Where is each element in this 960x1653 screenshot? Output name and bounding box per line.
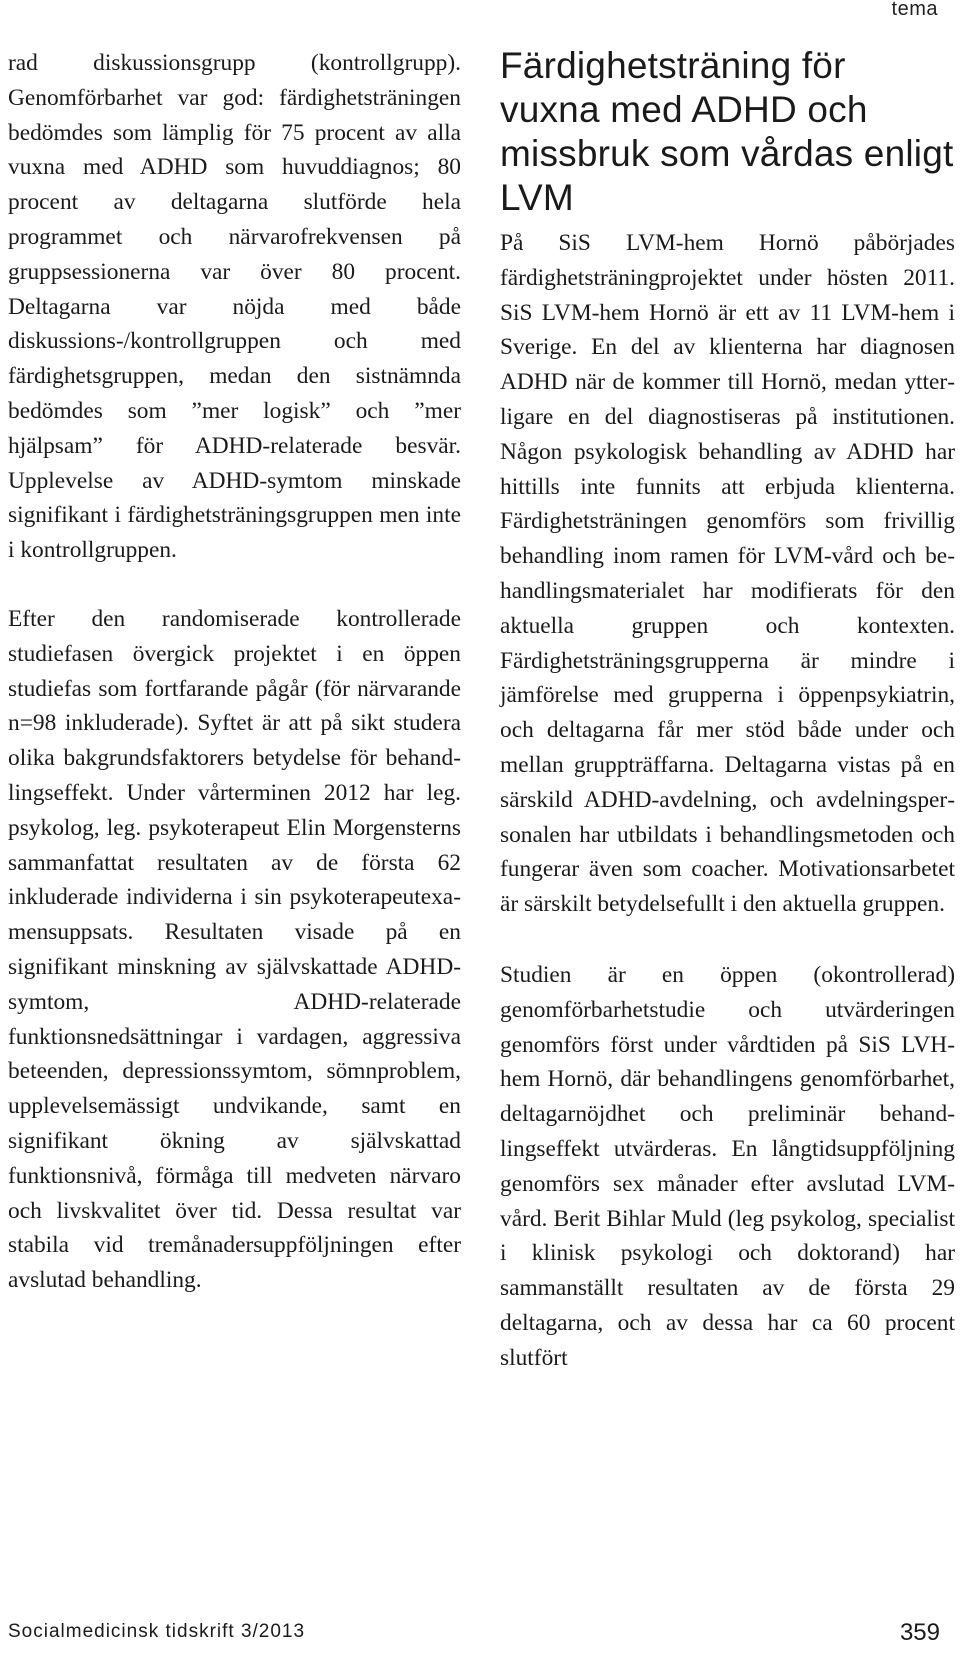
left-column	[8, 46, 461, 1298]
right-paragraph-1: På SiS LVM-hem Hornö påbörjades färdighetsträningprojektet under hösten 2011. SiS LVM-hem Hornö är ett av 11 LVM-hem i Sverige. En del av klienterna har diagnosen ADHD när de kommer till Hornö, medan ytterligare en del diagnostiseras på institutionen. Någon psykologisk behandling av ADHD har hittills inte funnits att erbjuda klienterna. Färdighetsträningen genomförs som frivillig behandling inom ramen för LVM-vård och behandlingsmaterialet har modifierats för den aktuella gruppen och kontexten. Färdighetsträningsgrupperna är mindre i jämförelse med grupperna i öppenpsykiatrin, och deltagarna får mer stöd både under och mellan gruppträffarna. Deltagarna vistas på en särskild ADHD-avdelning, och avdelningspersonalen har utbildats i behandlingsmetoden och fungerar även som coacher. Motivationsarbetet är särskilt betydelsefullt i den aktuella gruppen.	[500, 230, 955, 918]
article-title: Färdighetsträning för vuxna med ADHD och missbruk som vårdas enligt LVM	[500, 45, 954, 218]
right-column	[500, 44, 955, 1376]
left-paragraph-1: rad diskussionsgrupp (kontrollgrupp). Genomförbarhet var god: färdighetsträningen bedömdes som lämplig för 75 procent av alla vuxna med ADHD som huvuddiagnos; 80 procent av deltagarna slutförde hela programmet och närvarofrekvensen på gruppsessionerna var över 80 procent. Deltagarna var nöjda med både diskussions-/kontrollgruppen och med färdighetsgruppen, medan den sistnämnda bedömdes som ”mer logisk” och ”mer hjälpsam” för ADHD-relaterade besvär. Upplevelse av ADHD-symtom minskade signifikant i färdighetsträningsgruppen men inte i kontrollgruppen.	[8, 50, 461, 564]
section-tag: tema	[891, 0, 938, 20]
page-number: 359	[899, 1619, 940, 1646]
journal-footer: Socialmedicinsk tidskrift 3/2013	[8, 1621, 306, 1642]
right-paragraph-2: Studien är en öppen (okontrollerad) genomförbarhetstudie och utvärderingen genomförs först under vårdtiden på SiS LVH-hem Hornö, där behandlingens genomförbarhet, deltagarnöjdhet och preliminär behandlingseffekt utvärderas. En långtidsuppföljning genomförs sex månader efter avslutad LVM-vård. Berit Bihlar Muld (leg psykolog, specialist i klinisk psykologi och doktorand) har sammanställt resultaten av de första 29 deltagarna, och av dessa har ca 60 procent slutfört	[500, 961, 955, 1371]
left-paragraph-2: Efter den randomiserade kontrollerade studiefasen övergick projektet i en öppen studiefas som fortfarande pågår (för närvarande n=98 inkluderade). Syftet är att på sikt studera olika bakgrundsfaktorers betydelse för behandlingseffekt. Under vårterminen 2012 har leg. psykolog, leg. psykoterapeut Elin Morgensterns sammanfattat resultaten av de första 62 inkluderade individerna i sin psykoterapeutexamensuppsats. Resultaten visade på en signifikant minskning av självskattade ADHD-symtom, ADHD-relaterade funktionsnedsättningar i vardagen, aggressiva beteenden, depressionssymtom, sömnproblem, upplevelsemässigt undvikande, samt en signifikant ökning av självskattad funktionsnivå, förmåga till medveten närvaro och livskvalitet över tid. Dessa resultat var stabila vid tremånadersuppföljningen efter avslutad behandling.	[8, 605, 461, 1294]
